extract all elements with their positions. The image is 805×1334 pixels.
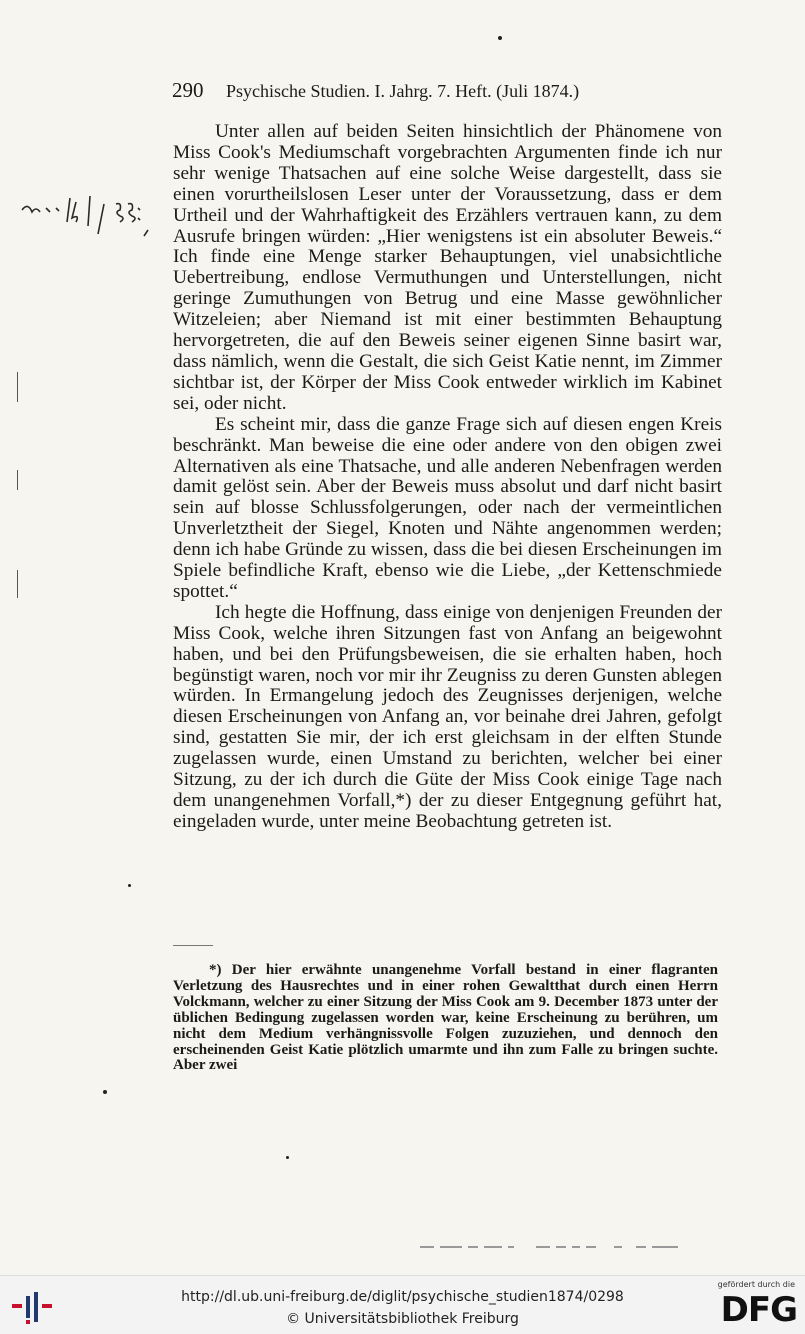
viewer-footer	[0, 1275, 805, 1334]
footnote-separator	[173, 945, 213, 946]
running-head	[172, 78, 722, 103]
footnote-text: *) Der hier erwähnte unangenehme Vorfall bestand in einer flagranten Verletzung des Hausrechtes und in einer rohen Gewaltthat durch einen Herrn Volckmann, welcher zu einer Sitzung der Miss Cook am 9. December 1873 unter der üblichen Bedingung zugelassen worden war, keine Erscheinung zu berühren, um nicht dem Medium verhängnissvolle Folgen zuzuziehen, und dennoch den erscheinenden Geist Katie plötzlich umarmte und ihn zum Falle zu bringen suchte. Aber zwei	[173, 962, 718, 1074]
dfg-caption: gefördert durch die	[717, 1280, 795, 1289]
paragraph-3: Ich hegte die Hoffnung, dass einige von denjenigen Freunden der Miss Cook, welche ihren Sitzungen fast von Anfang an beigewohnt haben, und bei den Prüfungsbeweisen, die sie erhalten haben, hoch begünstigt waren, noch vor mir ihr Zeugniss zu deren Gunsten ablegen würden. In Ermangelung jedoch des Zeugnisses derjenigen, welche diesen Erscheinungen von Anfang an, vor beinahe drei Jahren, gefolgt sind, gestatten Sie mir, der ich erst gleichsam in der elften Stunde zugelassen wurde, einen Umstand zu berichten, welcher bei einer Sitzung, zu der ich durch die Güte der Miss Cook einige Tage nach dem unangenehmen Vorfall,*) der zu dieser Entgegnung geführt hat, eingeladen wurde, unter meine Beobachtung getreten ist.	[173, 601, 722, 832]
handwritten-margin-note	[20, 190, 170, 240]
margin-mark	[17, 570, 18, 598]
paragraph-2: Es scheint mir, dass die ganze Frage sich auf diesen engen Kreis beschränkt. Man beweise die eine oder andere von den obigen zwei Alternativen als eine Thatsache, und alle anderen Nebenfragen werden damit gelöst sein. Aber der Beweis muss absolut und darf nicht basirt sein auf blosse Schlussfolgerungen, oder nach der vermeintlichen Unverletztheit der Siegel, Knoten und Nähte angenommen werden; denn ich habe Gründe zu wissen, dass die bei diesen Erscheinungen im Spiele befindliche Kraft, ebenso wie die Liebe, „der Kettenschmiede spottet.“	[173, 413, 722, 602]
margin-mark	[17, 470, 18, 490]
body-text	[173, 122, 722, 833]
ink-speck	[498, 36, 502, 40]
scan-artifact-dashes	[420, 1236, 710, 1242]
page-number: 290	[172, 78, 204, 102]
ink-speck	[128, 884, 131, 887]
source-url[interactable]: http://dl.ub.uni-freiburg.de/diglit/psychische_studien1874/0298	[181, 1289, 624, 1305]
ink-speck	[103, 1090, 107, 1094]
journal-title: Psychische Studien. I. Jahrg. 7. Heft. (Juli 1874.)	[226, 81, 580, 101]
footnote	[173, 963, 718, 1074]
ink-speck	[286, 1156, 289, 1159]
paragraph-1: Unter allen auf beiden Seiten hinsichtlich der Phänomene von Miss Cook's Mediumschaft vorgebrachten Argumenten finde ich nur sehr wenige Thatsachen auf eine solche Weise dargestellt, dass sie einen vorurtheilslosen Leser unter der Voraussetzung, dass er dem Urtheil und der Wahrhaftigkeit des Erzählers vertrauen kann, zu dem Ausrufe bringen würden: „Hier wenigstens ist ein absoluter Beweis.“ Ich finde eine Menge starker Behauptungen, viel unabsichtliche Uebertreibung, endlose Vermuthungen und Unterstellungen, nicht geringe Zumuthungen von Betrug und eine Masse gewöhnlicher Witzeleien; aber Niemand ist mit einer bestimmten Behauptung hervorgetreten, die auf den Beweis seiner eigenen Sinne basirt war, dass nämlich, wenn die Gestalt, die sich Geist Katie nennt, im Zimmer sichtbar ist, der Körper der Miss Cook entweder wirklich im Kabinet sei, oder nicht.	[173, 121, 722, 414]
dfg-logo-icon: DFG	[720, 1290, 797, 1330]
copyright-notice: © Universitätsbibliothek Freiburg	[286, 1311, 519, 1327]
margin-mark	[17, 372, 18, 402]
